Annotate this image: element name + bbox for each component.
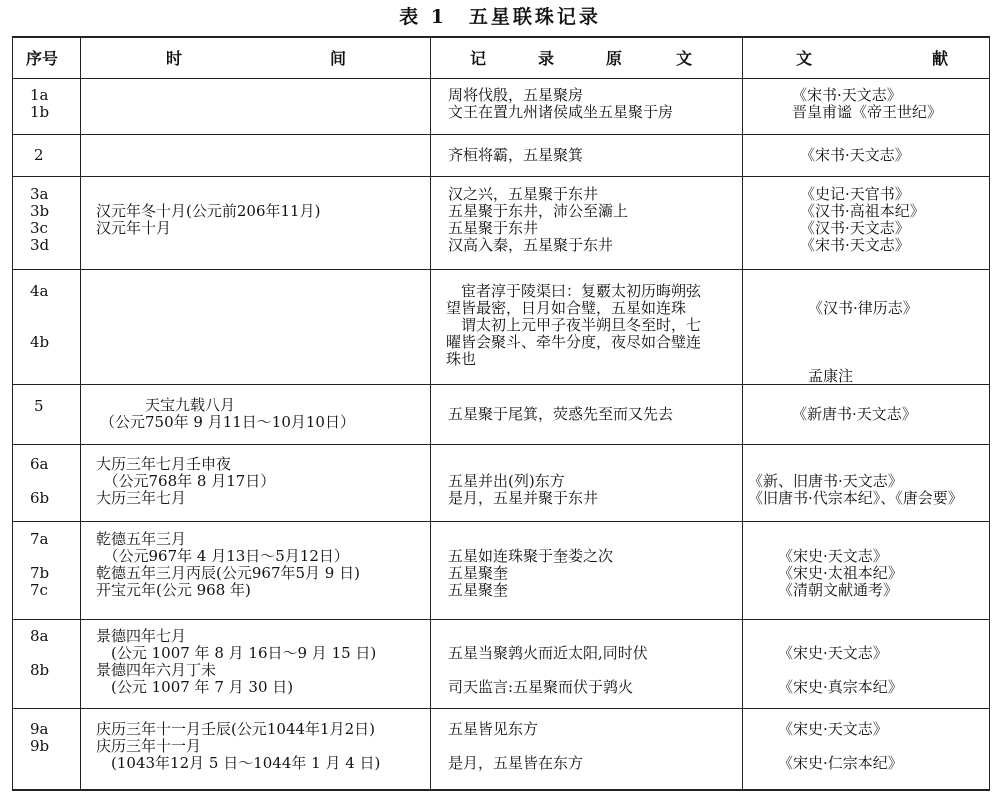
- column-divider: [430, 36, 431, 790]
- row-divider: [12, 78, 990, 79]
- row-record-text: 五星聚于尾箕，荧惑先至而又先去: [448, 405, 674, 423]
- header-document: 文: [796, 49, 813, 68]
- row-document: 《宋书·天文志》 晋皇甫谧《帝王世纪》: [792, 86, 943, 121]
- row-time: 汉元年冬十月(公元前206年11月) 汉元年十月: [96, 202, 321, 237]
- row-divider: [12, 134, 990, 135]
- row-divider: [12, 521, 990, 522]
- row-seq: 6a 6b: [30, 455, 50, 507]
- row-seq: 4a 4b: [30, 282, 50, 351]
- row-seq: 8a 8b: [30, 627, 50, 679]
- row-record-text: 五星皆见东方 是月，五星皆在东方: [448, 720, 584, 772]
- row-seq: 1a 1b: [30, 86, 50, 121]
- column-divider: [12, 36, 13, 790]
- row-seq: 5: [34, 397, 44, 415]
- row-divider: [12, 269, 990, 270]
- row-record-text: 五星当聚鹑火而近太阳,同时伏 司天监言:五星聚而伏于鹑火: [448, 644, 648, 696]
- row-divider: [12, 444, 990, 445]
- row-divider: [12, 619, 990, 620]
- column-divider: [742, 36, 743, 790]
- row-record-text: 周将伐殷，五星聚房 文王在置九州诸侯咸坐五星聚于房: [448, 86, 674, 121]
- row-divider: [12, 708, 990, 709]
- header-record-text: 录: [538, 49, 555, 68]
- row-document: 《史记·天官书》 《汉书·高祖本纪》 《汉书·天文志》 《宋书·天文志》: [800, 185, 925, 254]
- row-record-text: 五星如连珠聚于奎娄之次 五星聚奎 五星聚奎: [448, 547, 614, 599]
- row-divider: [12, 176, 990, 177]
- top-rule: [12, 36, 990, 38]
- row-time: 天宝九载八月 （公元750年 9 月11日～10月10日）: [100, 396, 355, 431]
- row-time: 庆历三年十一月壬辰(公元1044年1月2日) 庆历三年十一月 (1043年12月 5 日～1044年 1 月 4 日): [96, 720, 381, 772]
- column-divider: [80, 36, 81, 790]
- header-record-text: 记: [470, 49, 487, 68]
- row-seq: 2: [34, 146, 44, 164]
- row-document: 《宋书·天文志》: [800, 146, 910, 164]
- header-record-text: 文: [676, 49, 693, 68]
- row-record-text: 齐桓将霸，五星聚箕: [448, 146, 584, 164]
- header-seq: 序号: [26, 49, 59, 68]
- column-divider: [989, 36, 990, 790]
- row-document: 《新唐书·天文志》: [792, 405, 917, 423]
- row-time: 乾德五年三月 （公元967年 4 月13日～5月12日） 乾德五年三月丙辰(公元967年5月 9 日) 开宝元年(公元 968 年): [96, 530, 360, 599]
- row-document: 《汉书·律历志》 孟康注: [808, 299, 918, 385]
- row-document: 《宋史·天文志》 《宋史·仁宗本纪》: [778, 720, 903, 772]
- table-title: 表 1 五星联珠记录: [399, 6, 601, 28]
- row-document: 《新、旧唐书·天文志》 《旧唐书·代宗本纪》、《唐会要》: [748, 472, 963, 507]
- row-document: 《宋史·天文志》 《宋史·真宗本纪》: [778, 644, 903, 696]
- header-record-text: 原: [606, 49, 623, 68]
- row-record-text: 汉之兴，五星聚于东井 五星聚于东井，沛公至灞上 五星聚于东井 汉高入秦，五星聚于东井: [448, 185, 629, 254]
- row-document: 《宋史·天文志》 《宋史·太祖本纪》 《清朝文献通考》: [778, 547, 903, 599]
- bottom-rule: [12, 789, 990, 791]
- header-time: 时: [166, 49, 183, 68]
- row-record-text: 宦者淳于陵渠曰：复覈太初历晦朔弦 望皆最密，日月如合璧，五星如连珠 谓太初上元甲子夜半朔旦冬至时，七 曜皆会聚斗、牵牛分度，夜尽如合璧连 珠也: [446, 282, 702, 368]
- row-time: 景德四年七月 (公元 1007 年 8 月 16日～9 月 15 日) 景德四年六月丁未 (公元 1007 年 7 月 30 日): [96, 627, 377, 696]
- header-time: 间: [330, 49, 347, 68]
- row-seq: 9a 9b: [30, 720, 50, 755]
- row-seq: 3a 3b 3c 3d: [30, 185, 50, 254]
- row-time: 大历三年七月壬申夜 （公元768年 8 月17日） 大历三年七月: [96, 455, 276, 507]
- row-seq: 7a 7b 7c: [30, 530, 50, 599]
- row-record-text: 五星并出(列)东方 是月，五星并聚于东井: [448, 472, 599, 507]
- header-document: 献: [932, 49, 949, 68]
